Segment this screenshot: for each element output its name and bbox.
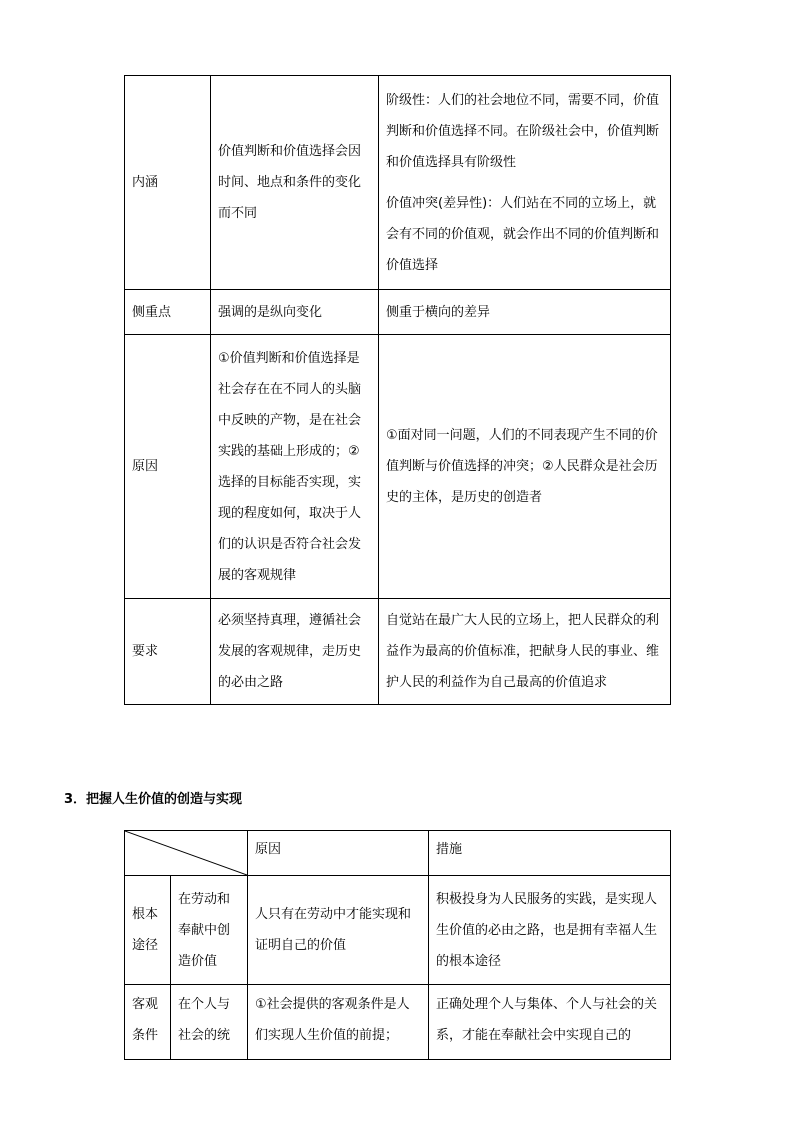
diagonal-header-cell: [125, 831, 248, 876]
cell-text: 阶级性：人们的社会地位不同，需要不同，价值判断和价值选择不同。在阶级社会中，价值判断和价值选择具有阶级性 价值冲突(差异性)：人们站在不同的立场上，就会有不同的价值观，就会作出不同的价值判断和价值选择: [379, 76, 671, 290]
row-label: 侧重点: [125, 290, 211, 335]
table-row: [125, 985, 671, 1060]
life-value-table: [124, 830, 671, 1060]
cell-measure: 积极投身为人民服务的实践，是实现人生价值的必由之路，也是拥有幸福人生的根本途径: [429, 876, 671, 985]
table-header-row: [125, 831, 671, 876]
row-label: 内涵: [125, 76, 211, 290]
cell-text: 自觉站在最广大人民的立场上，把人民群众的利益作为最高的价值标准，把献身人民的事业、维护人民的利益作为自己最高的价值追求: [379, 599, 671, 705]
row-label: 客观条件: [125, 985, 171, 1060]
cell-reason: ①社会提供的客观条件是人们实现人生价值的前提；: [248, 985, 429, 1060]
table-row: [125, 335, 671, 599]
cell-text: 强调的是纵向变化: [211, 290, 379, 335]
table-row: [125, 876, 671, 985]
value-judgment-table: [124, 75, 671, 705]
row-label: 要求: [125, 599, 211, 705]
section-heading: 3．把握人生价值的创造与实现: [64, 792, 243, 807]
table-row: [125, 290, 671, 335]
cell-measure: 正确处理个人与集体、个人与社会的关系，才能在奉献社会中实现自己的: [429, 985, 671, 1060]
cell-reason: 人只有在劳动中才能实现和证明自己的价值: [248, 876, 429, 985]
cell-text: 价值判断和价值选择会因时间、地点和条件的变化而不同: [211, 76, 379, 290]
row-label: 根本途径: [125, 876, 171, 985]
table-row: [125, 76, 671, 290]
cell-text: 必须坚持真理，遵循社会发展的客观规律，走历史的必由之路: [211, 599, 379, 705]
cell-text: 侧重于横向的差异: [379, 290, 671, 335]
header-measure: 措施: [429, 831, 671, 876]
row-sublabel: 在劳动和奉献中创造价值: [171, 876, 248, 985]
diagonal-line: [125, 831, 247, 875]
header-reason: 原因: [248, 831, 429, 876]
table-row: [125, 599, 671, 705]
row-sublabel: 在个人与社会的统: [171, 985, 248, 1060]
cell-text: ①价值判断和价值选择是社会存在在不同人的头脑中反映的产物，是在社会实践的基础上形成的；②选择的目标能否实现，实现的程度如何，取决于人们的认识是否符合社会发展的客观规律: [211, 335, 379, 599]
cell-text: ①面对同一问题，人们的不同表现产生不同的价值判断与价值选择的冲突；②人民群众是社会历史的主体，是历史的创造者: [379, 335, 671, 599]
row-label: 原因: [125, 335, 211, 599]
